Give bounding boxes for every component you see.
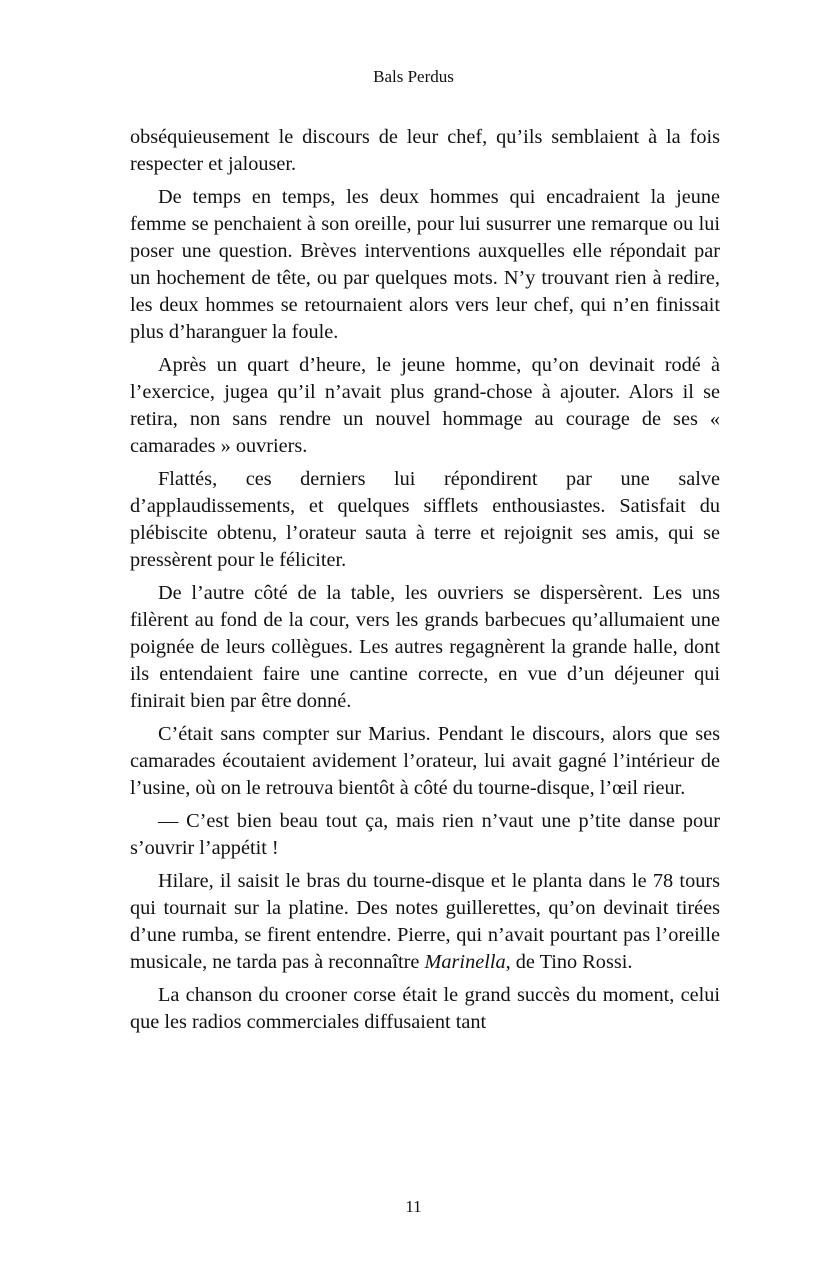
paragraph-1: obséquieusement le discours de leur chef, qu’ils semblaient à la fois respecter et jalouser. — [130, 126, 720, 175]
paragraph-5: De l’autre côté de la table, les ouvriers se dispersèrent. Les uns filèrent au fond de la cour, vers les grands barbecues qu’allumaient une poignée de leurs collègues. Les autres regagnèrent la grande halle, dont ils entendaient faire une cantine correcte, en vue d’un déjeuner qui finirait bien par être donné. — [130, 582, 720, 712]
running-title: Bals Perdus — [373, 67, 454, 86]
paragraph-6: C’était sans compter sur Marius. Pendant le discours, alors que ses camarades écoutaient avidement l’orateur, lui avait gagné l’intérieur de l’usine, où on le retrouva bientôt à côté du tourne-disque, l’œil rieur. — [130, 723, 720, 799]
paragraph-3: Après un quart d’heure, le jeune homme, qu’on devinait rodé à l’exercice, jugea qu’il n’avait plus grand-chose à ajouter. Alors il se retira, non sans rendre un nouvel hommage au courage de ses « camarades » ouvriers. — [130, 354, 720, 457]
song-title: Marinella — [424, 951, 506, 973]
body-text — [130, 124, 720, 1036]
paragraph-8 — [130, 868, 720, 976]
paragraph-4: Flattés, ces derniers lui répondirent par une salve d’applaudissements, et quelques sifflets enthousiastes. Satisfait du plébiscite obtenu, l’orateur sauta à terre et rejoignit ses amis, qui se pressèrent pour le féliciter. — [130, 468, 720, 571]
paragraph-9: La chanson du crooner corse était le grand succès du moment, celui que les radios commerciales diffusaient tant — [130, 984, 720, 1033]
page-number: 11 — [405, 1197, 422, 1216]
paragraph-2: De temps en temps, les deux hommes qui encadraient la jeune femme se penchaient à son oreille, pour lui susurrer une remarque ou lui poser une question. Brèves interventions auxquelles elle répondait par un hochement de tête, ou par quelques mots. N’y trouvant rien à redire, les deux hommes se retournaient alors vers leur chef, qui n’en finissait plus d’haranguer la foule. — [130, 186, 720, 343]
paragraph-7-dialogue: — C’est bien beau tout ça, mais rien n’vaut une p’tite danse pour s’ouvrir l’appétit ! — [130, 810, 720, 859]
paragraph-8-after: , de Tino Rossi. — [505, 951, 633, 973]
paragraph-8-text: Hilare, il saisit le bras du tourne-disque et le planta dans le 78 tours qui tournait sur la platine. Des notes guillerettes, qu’on devinait tirées d’une rumba, se firent entendre. Pierre, qui n’avait pourtant pas l’oreille musicale, ne tarda pas à reconnaître — [130, 870, 720, 973]
